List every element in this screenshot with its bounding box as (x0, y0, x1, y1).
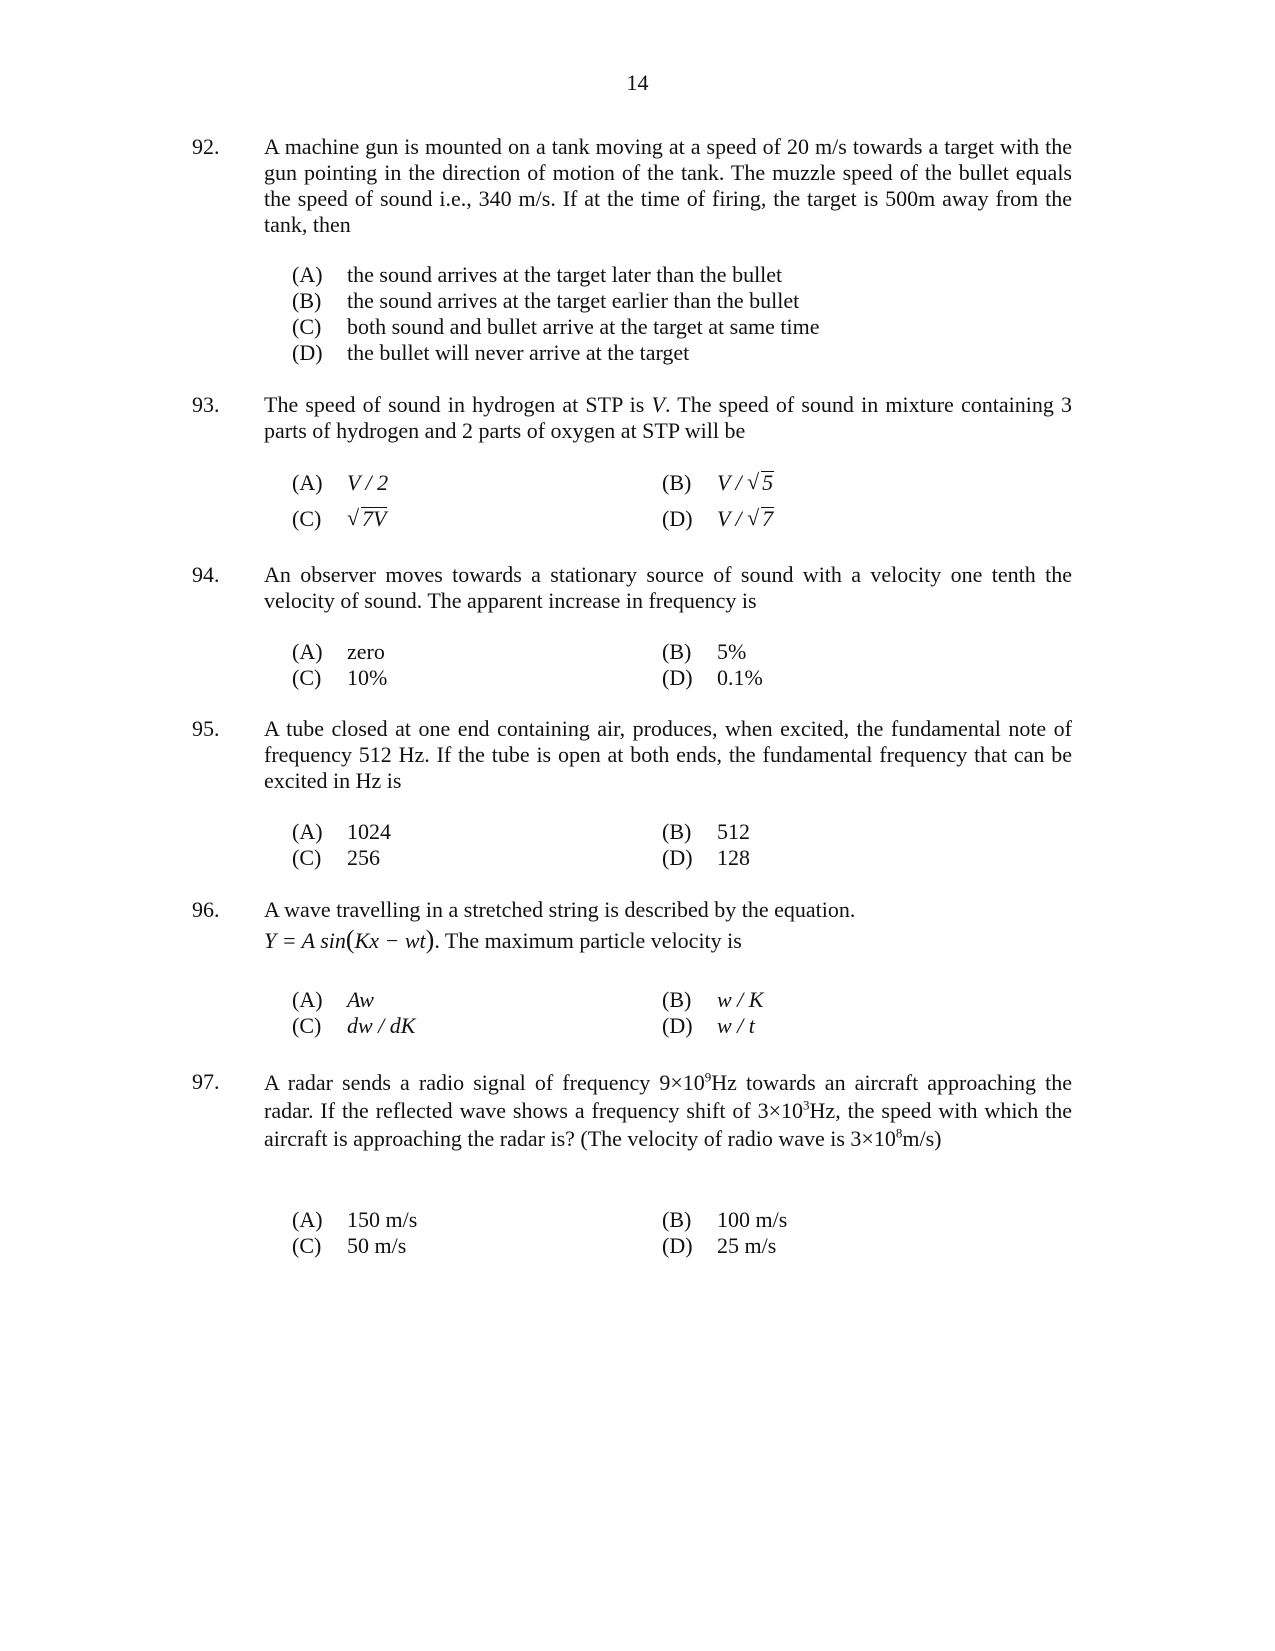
question-text (264, 897, 1072, 954)
option-text: zero (347, 639, 385, 664)
option-label: (C) (292, 665, 322, 690)
exponent: 8 (895, 1125, 903, 1141)
question-number: 95. (192, 716, 220, 741)
text-segment: ) (934, 1126, 942, 1151)
option-text: w / K (717, 987, 764, 1012)
option-row (292, 819, 1072, 845)
options-list (292, 262, 1072, 366)
shift-value (758, 1098, 836, 1123)
equation: Y = A sin (264, 928, 346, 953)
option-row (292, 470, 1072, 506)
option-text: both sound and bullet arrive at the target at same time (347, 314, 820, 339)
question-text (264, 1069, 1072, 1153)
option-label: (C) (292, 1013, 322, 1038)
option-row (292, 1233, 1072, 1259)
option-text: 10% (347, 665, 388, 690)
option-label: (C) (292, 1233, 322, 1258)
option-label: (D) (662, 845, 693, 870)
text-segment: , the speed with which the aircraft is approaching the radar is? (The velocity of radio wave is (264, 1098, 1072, 1151)
option-text: 25 m/s (717, 1233, 777, 1258)
option-row (292, 1013, 1072, 1039)
option-expression (717, 506, 774, 532)
option-label: (D) (292, 340, 323, 365)
option-row (292, 1207, 1072, 1233)
option-expression (717, 470, 774, 496)
option-expression (347, 506, 387, 532)
options-grid (292, 639, 1072, 691)
equation-line (264, 927, 1072, 954)
option-label: (C) (292, 845, 322, 870)
option-label: (B) (662, 1207, 692, 1232)
number-base: 3×10 (757, 1098, 804, 1123)
option-label: (D) (662, 665, 693, 690)
option-text: 50 m/s (347, 1233, 407, 1258)
option-text: 0.1% (717, 665, 763, 690)
option-text: 100 m/s (717, 1207, 788, 1232)
question-number: 92. (192, 134, 220, 159)
options-grid (292, 819, 1072, 871)
question-number: 94. (192, 562, 220, 587)
option-text: 256 (347, 845, 380, 870)
options-grid (292, 470, 1072, 542)
exponent: 3 (803, 1097, 810, 1113)
option-row (292, 665, 1072, 691)
option-a (292, 262, 1072, 288)
page-number: 14 (626, 70, 649, 95)
option-text: w / t (717, 1013, 755, 1038)
radicand: 5 (762, 470, 774, 495)
sqrt-symbol (347, 506, 387, 532)
text-segment: . The speed of sound in mixture containing 3 parts of hydrogen and 2 parts of oxygen at STP will be (264, 392, 1072, 443)
question-number: 97. (192, 1069, 220, 1094)
number-base: 9×10 (659, 1070, 705, 1095)
option-label: (B) (662, 987, 692, 1012)
option-row (292, 506, 1072, 542)
option-label: (A) (292, 262, 323, 287)
option-label: (B) (662, 819, 692, 844)
unit: m/s (902, 1126, 935, 1151)
option-c (292, 314, 1072, 340)
paren-open: ( (345, 925, 355, 954)
exponent: 9 (704, 1069, 712, 1085)
number-base: 3×10 (850, 1126, 896, 1151)
question-number: 96. (192, 897, 220, 922)
option-d (292, 340, 1072, 366)
option-text: Aw (347, 987, 374, 1012)
text-segment: The speed of sound in hydrogen at STP is (264, 392, 652, 417)
option-text: the sound arrives at the target later than the bullet (347, 262, 783, 287)
option-row (292, 639, 1072, 665)
option-text: the sound arrives at the target earlier than the bullet (347, 288, 800, 313)
option-text: the bullet will never arrive at the target (347, 340, 690, 365)
option-row (292, 987, 1072, 1013)
sqrt-symbol (747, 506, 774, 532)
option-row (292, 845, 1072, 871)
text-segment: A radar sends a radio signal of frequency (264, 1070, 660, 1095)
frequency-value (659, 1070, 737, 1095)
unit: Hz (809, 1098, 836, 1123)
option-label: (C) (292, 506, 322, 531)
option-label: (A) (292, 470, 323, 495)
question-number: 93. (192, 392, 220, 417)
paren-close: ) (425, 925, 435, 954)
option-label: (B) (662, 639, 692, 664)
option-label: (A) (292, 819, 323, 844)
option-label: (B) (662, 470, 692, 495)
option-label: (B) (292, 288, 322, 313)
unit: Hz (711, 1070, 737, 1095)
option-text: 128 (717, 845, 750, 870)
options-grid (292, 1207, 1072, 1259)
radicand: 7V (362, 506, 387, 531)
question-text: An observer moves towards a stationary source of sound with a velocity one tenth the velocity of sound. The apparent increase in frequency is (264, 562, 1072, 613)
option-label: (A) (292, 987, 323, 1012)
velocity-value (850, 1126, 934, 1151)
option-text: 1024 (347, 819, 391, 844)
text-segment: towards an aircraft approaching the radar. If the reflected wave shows a frequency shift of (264, 1070, 1072, 1123)
question-text: A machine gun is mounted on a tank moving at a speed of 20 m/s towards a target with the gun pointing in the direction of motion of the tank. The muzzle speed of the bullet equals the speed of sound i.e., 340 m/s. If at the time of firing, the target is 500m away from the tank, then (264, 134, 1072, 237)
options-grid (292, 987, 1072, 1039)
option-label: (D) (662, 506, 693, 531)
option-text: 150 m/s (347, 1207, 418, 1232)
option-label: (D) (662, 1233, 693, 1258)
option-b (292, 288, 1072, 314)
equation-argument: Kx − wt (354, 928, 426, 953)
question-text (264, 392, 1072, 444)
sqrt-symbol (747, 470, 774, 496)
option-label: (D) (662, 1013, 693, 1038)
option-label: (A) (292, 639, 323, 664)
option-label: (A) (292, 1207, 323, 1232)
text-line: A wave travelling in a stretched string is described by the equation. (264, 897, 856, 922)
option-text: dw / dK (347, 1013, 416, 1038)
variable: V (651, 392, 665, 417)
option-label: (C) (292, 314, 322, 339)
radicand: 7 (762, 506, 774, 531)
option-text: 5% (717, 639, 747, 664)
option-text: V / (717, 506, 748, 531)
option-text: V / 2 (347, 470, 389, 495)
question-text: A tube closed at one end containing air, produces, when excited, the fundamental note of frequency 512 Hz. If the tube is open at both ends, the fundamental frequency that can be excited in Hz is (264, 716, 1072, 793)
option-text: V / (717, 470, 748, 495)
text-segment: . The maximum particle velocity is (434, 928, 742, 953)
option-text: 512 (717, 819, 750, 844)
